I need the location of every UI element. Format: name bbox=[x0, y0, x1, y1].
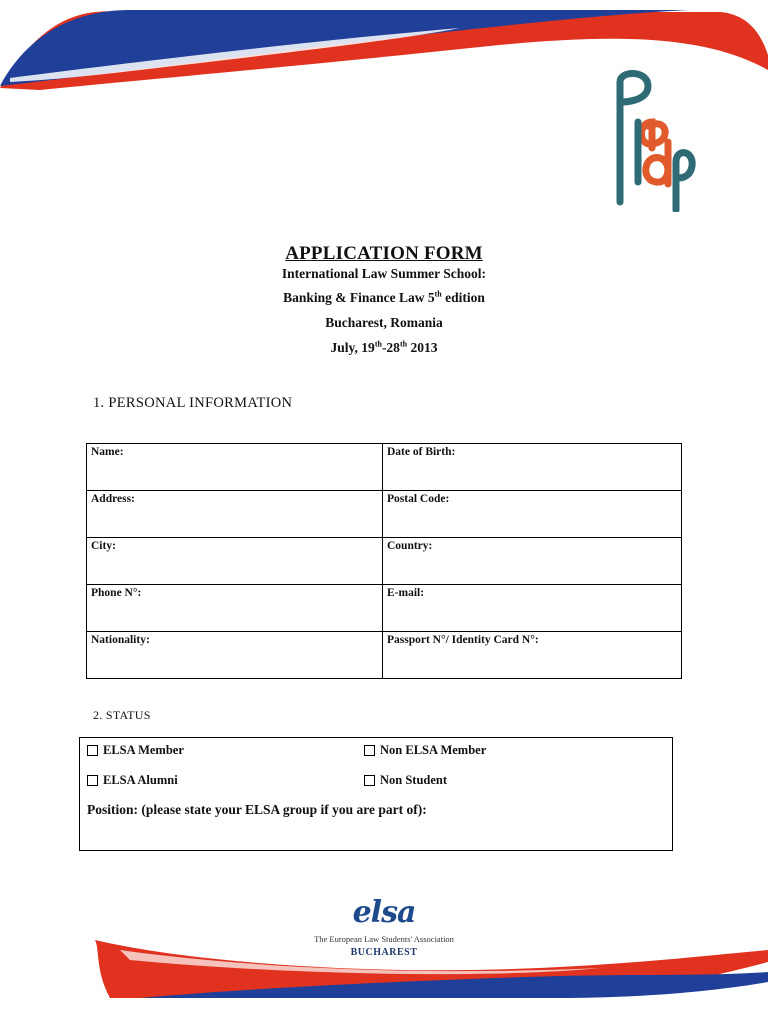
country-field[interactable]: Country: bbox=[383, 538, 682, 585]
non-student-option[interactable]: Non Student bbox=[364, 773, 447, 788]
table-row bbox=[87, 632, 682, 679]
postal-code-field[interactable]: Postal Code: bbox=[383, 491, 682, 538]
email-field[interactable]: E-mail: bbox=[383, 585, 682, 632]
personal-info-table bbox=[86, 443, 682, 679]
status-box bbox=[79, 737, 673, 851]
checkbox-icon[interactable] bbox=[364, 775, 375, 786]
table-row bbox=[87, 585, 682, 632]
passport-field[interactable]: Passport N°/ Identity Card N°: bbox=[383, 632, 682, 679]
dates: July, 19th-28th 2013 bbox=[330, 339, 438, 355]
school-logo-icon bbox=[608, 62, 698, 212]
elsa-city: BUCHAREST bbox=[350, 947, 418, 958]
personal-info-heading: 1. PERSONAL INFORMATION bbox=[93, 395, 293, 411]
name-field[interactable]: Name: bbox=[87, 444, 383, 491]
elsa-subtitle: The European Law Students' Association bbox=[314, 934, 454, 944]
status-heading: 2. STATUS bbox=[93, 708, 151, 722]
city-field[interactable]: City: bbox=[87, 538, 383, 585]
elsa-member-option[interactable]: ELSA Member bbox=[87, 743, 184, 758]
table-row bbox=[87, 444, 682, 491]
elsa-alumni-option[interactable]: ELSA Alumni bbox=[87, 773, 178, 788]
table-row bbox=[87, 491, 682, 538]
location: Bucharest, Romania bbox=[325, 315, 443, 330]
table-row bbox=[87, 538, 682, 585]
checkbox-icon[interactable] bbox=[87, 745, 98, 756]
position-label: Position: (please state your ELSA group if you are part of): bbox=[87, 802, 427, 817]
course-edition: Banking & Finance Law 5th edition bbox=[283, 289, 485, 305]
non-elsa-member-option[interactable]: Non ELSA Member bbox=[364, 743, 486, 758]
form-title: APPLICATION FORM bbox=[285, 243, 483, 264]
footer-swoosh bbox=[0, 910, 768, 1024]
date-of-birth-field[interactable]: Date of Birth: bbox=[383, 444, 682, 491]
checkbox-icon[interactable] bbox=[87, 775, 98, 786]
phone-field[interactable]: Phone N°: bbox=[87, 585, 383, 632]
school-name: International Law Summer School: bbox=[281, 266, 487, 281]
checkbox-icon[interactable] bbox=[364, 745, 375, 756]
address-field[interactable]: Address: bbox=[87, 491, 383, 538]
elsa-logo: elsa bbox=[352, 895, 416, 930]
nationality-field[interactable]: Nationality: bbox=[87, 632, 383, 679]
